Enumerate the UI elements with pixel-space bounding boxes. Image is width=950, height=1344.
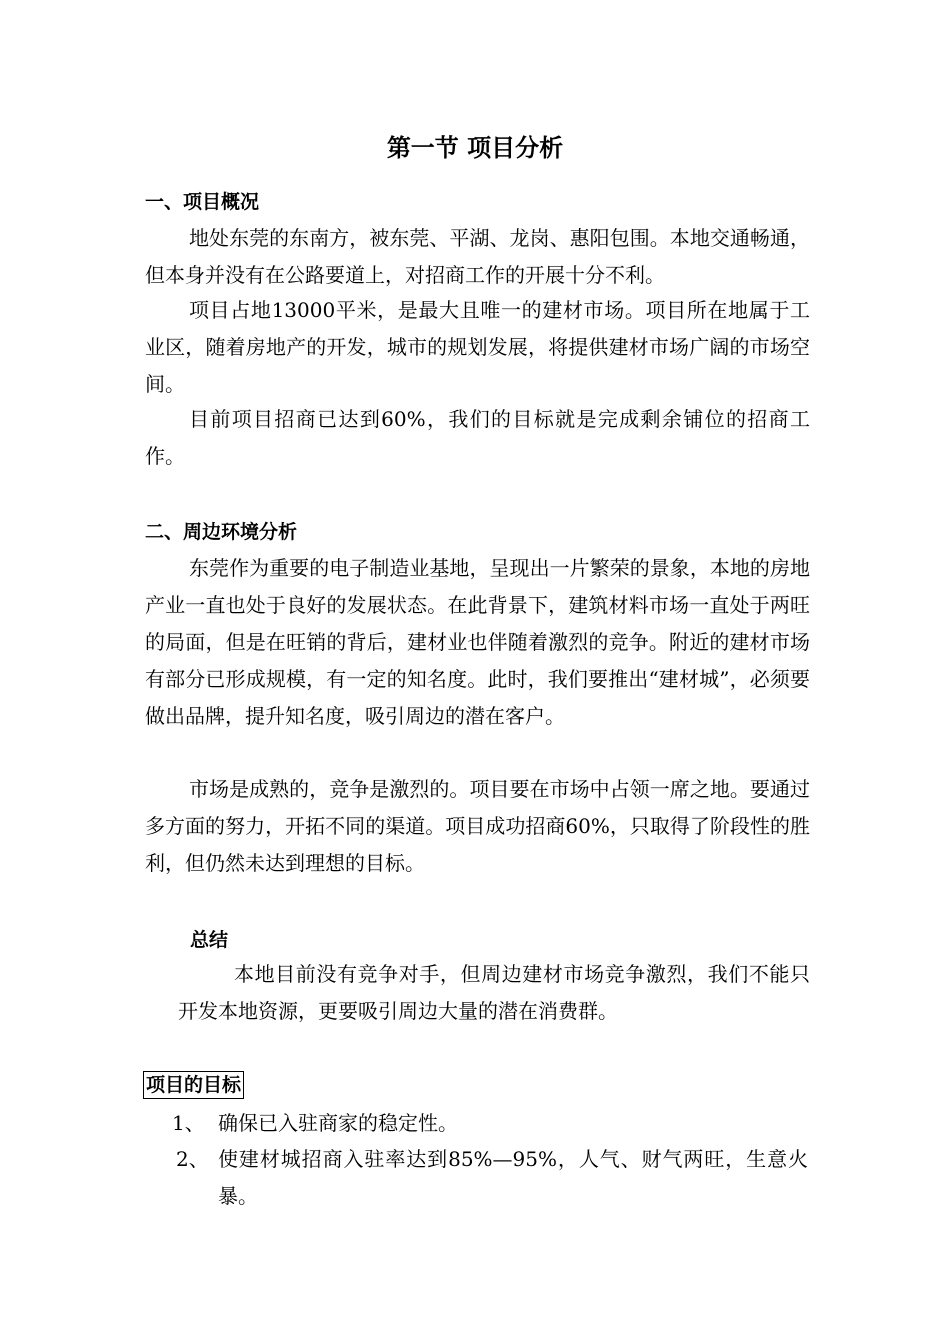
summary-paragraph: 本地目前没有竞争对手，但周边建材市场竞争激烈，我们不能只开发本地资源，更要吸引周边大量的潜在消费群。 — [178, 962, 810, 1023]
overview-paragraph-location: 地处东莞的东南方，被东莞、平湖、龙岗、惠阳包围。本地交通畅通，但本身并没有在公路要道上，对招商工作的开展十分不利。 — [145, 226, 810, 287]
summary-heading: 总结 — [190, 929, 229, 951]
goals-heading — [143, 1071, 244, 1099]
page-title: 第一节 项目分析 — [386, 134, 564, 162]
section-heading-environment: 二、周边环境分析 — [145, 521, 298, 543]
section-heading-overview: 一、项目概况 — [145, 191, 260, 213]
goal-item-number: 1、 — [172, 1111, 205, 1135]
goal-item — [172, 1105, 812, 1142]
environment-paragraph-competition: 市场是成熟的，竞争是激烈的。项目要在市场中占领一席之地。要通过多方面的努力，开拓不同的渠道。项目成功招商60%，只取得了阶段性的胜利，但仍然未达到理想的目标。 — [145, 777, 810, 875]
overview-paragraph-area: 项目占地13000平米，是最大且唯一的建材市场。项目所在地属于工业区，随着房地产的开发，城市的规划发展，将提供建材市场广阔的市场空间。 — [145, 298, 810, 396]
goal-item — [176, 1141, 812, 1215]
goal-item-number: 2、 — [176, 1147, 209, 1171]
goals-heading-label: 项目的目标 — [143, 1071, 244, 1099]
goal-item-text: 确保已入驻商家的稳定性。 — [218, 1111, 458, 1135]
overview-paragraph-progress: 目前项目招商已达到60%，我们的目标就是完成剩余铺位的招商工作。 — [145, 407, 810, 468]
goal-item-text: 使建材城招商入驻率达到85%—95%，人气、财气两旺，生意火暴。 — [218, 1147, 808, 1208]
environment-paragraph-market: 东莞作为重要的电子制造业基地，呈现出一片繁荣的景象，本地的房地产业一直也处于良好的发展状态。在此背景下，建筑材料市场一直处于两旺的局面，但是在旺销的背后，建材业也伴随着激烈的竞争。附近的建材市场有部分已形成规模，有一定的知名度。此时，我们要推出“建材城”，必须要做出品牌，提升知名度，吸引周边的潜在客户。 — [145, 556, 810, 728]
